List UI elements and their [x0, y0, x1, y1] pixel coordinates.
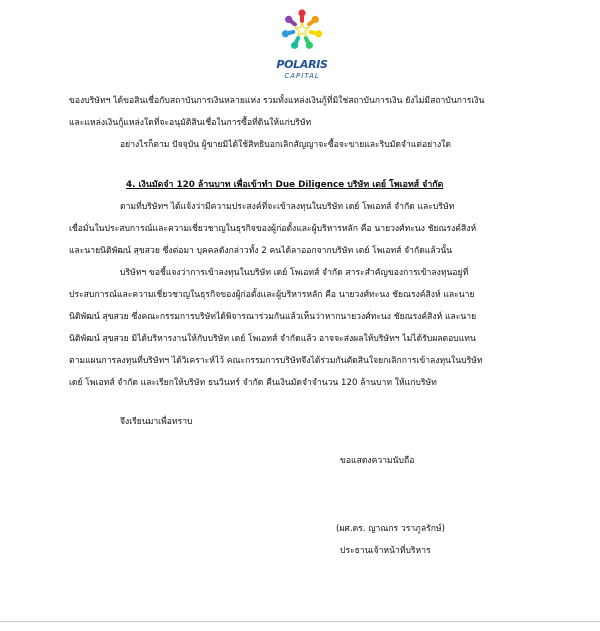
company-logo [266, 6, 338, 96]
closing-regards: ขอแสดงความนับถือ [340, 456, 415, 466]
paragraph-1-line-2: และแหล่งเงินกู้แหล่งใดที่จะอนุมัติสินเชื่อในการซื้อที่ดินให้แก่บริษัท [69, 118, 312, 128]
signer-title: ประธานเจ้าหน้าที่บริหาร [340, 546, 431, 556]
section-4-p1-line-3: และนายนิติพัฒน์ สุขสวย ซึ่งต่อมา บุคคลดังกล่าวทั้ง 2 คนได้ลาออกจากบริษัท เดย์ โพเอทส์ จำกัดแล้วนั้น [69, 246, 453, 256]
page-bottom-rule [0, 621, 600, 622]
logo-figure-body [311, 32, 319, 34]
logo-figure-body [285, 32, 293, 34]
section-4-p2-line-1: บริษัทฯ ขอชี้แจงว่าการเข้าลงทุนในบริษัท เดย์ โพเอทส์ จำกัด สาระสำคัญของการเข้าลงทุนอยู่ที่ [120, 268, 469, 278]
signer-name: (ผศ.ดร. ญาณกร วราภูลรักษ์) [336, 524, 445, 534]
polaris-star-icon [266, 6, 338, 58]
section-4-p1-line-1: ตามที่บริษัทฯ ได้แจ้งว่ามีความประสงค์ที่จะเข้าลงทุนในบริษัท เดย์ โพเอทส์ จำกัด และบริษัท [120, 202, 455, 212]
logo-subtitle: CAPITAL [284, 72, 320, 80]
paragraph-1-line-1: ของบริษัทฯ ได้ขอสินเชื่อกับสถาบันการเงินหลายแห่ง รวมทั้งแหล่งเงินกู้ที่มิใช่สถาบันการเงิน ยังไม่มีสถาบันการเงิน [69, 96, 485, 106]
section-4-heading: 4. เงินมัดจำ 120 ล้านบาท เพื่อเข้าทำ Due Diligence บริษัท เดย์ โพเอทส์ จำกัด [126, 180, 444, 190]
closing-inform: จึงเรียนมาเพื่อทราบ [120, 417, 193, 427]
section-4-p2-line-4: นิติพัฒน์ สุขสวย มิได้บริหารงานให้กับบริษัท เดย์ โพเอทส์ จำกัดแล้ว อาจจะส่งผลให้บริษัทฯ ไม่ได้รับผลตอบแทน [69, 334, 476, 344]
section-4-p2-line-2: ประสบการณ์และความเชี่ยวชาญในธุรกิจของผู้ก่อตั้งและผู้บริหารหลัก คือ นายวงศ์ทะนง ชัยณรงค์สิงห์ และนาย [69, 290, 475, 300]
logo-center-star [295, 23, 308, 36]
section-4-p2-line-5: ตามแผนการลงทุนที่บริษัทฯ ได้วิเคราะห์ไว้ คณะกรรมการบริษัทจึงได้ร่วมกันตัดสินใจยกเลิกการเข้าลงทุนในบริษัท [69, 356, 483, 366]
section-4-p1-line-2: เชื่อมั่นในประสบการณ์และความเชี่ยวชาญในธุรกิจของผู้ก่อตั้งและผู้บริหารหลัก คือ นายวงศ์ทะนง ชัยณรงค์สิงห์ [69, 224, 477, 234]
logo-figure-body [289, 19, 295, 24]
section-4-p2-line-3: นิติพัฒน์ สุขสวย ซึ่งคณะกรรมการบริษัทได้พิจารณาร่วมกันแล้วเห็นว่าหากนายวงศ์ทะนง ชัยณรงค์สิงห์ และนาย [69, 312, 477, 322]
logo-figure-body [309, 19, 315, 24]
logo-name: POLARIS [276, 58, 328, 71]
section-4-p2-line-6: เดย์ โพเอทส์ จำกัด และเรียกให้บริษัท ธนวินทร์ จำกัด คืนเงินมัดจำจำนวน 120 ล้านบาท ให้แก่บริษัท [69, 378, 437, 388]
paragraph-2-line-1: อย่างไรก็ตาม ปัจจุบัน ผู้ขายมิได้ใช้สิทธิบอกเลิกสัญญาจะซื้อจะขายและริบมัดจำแต่อย่างใด [120, 140, 451, 150]
